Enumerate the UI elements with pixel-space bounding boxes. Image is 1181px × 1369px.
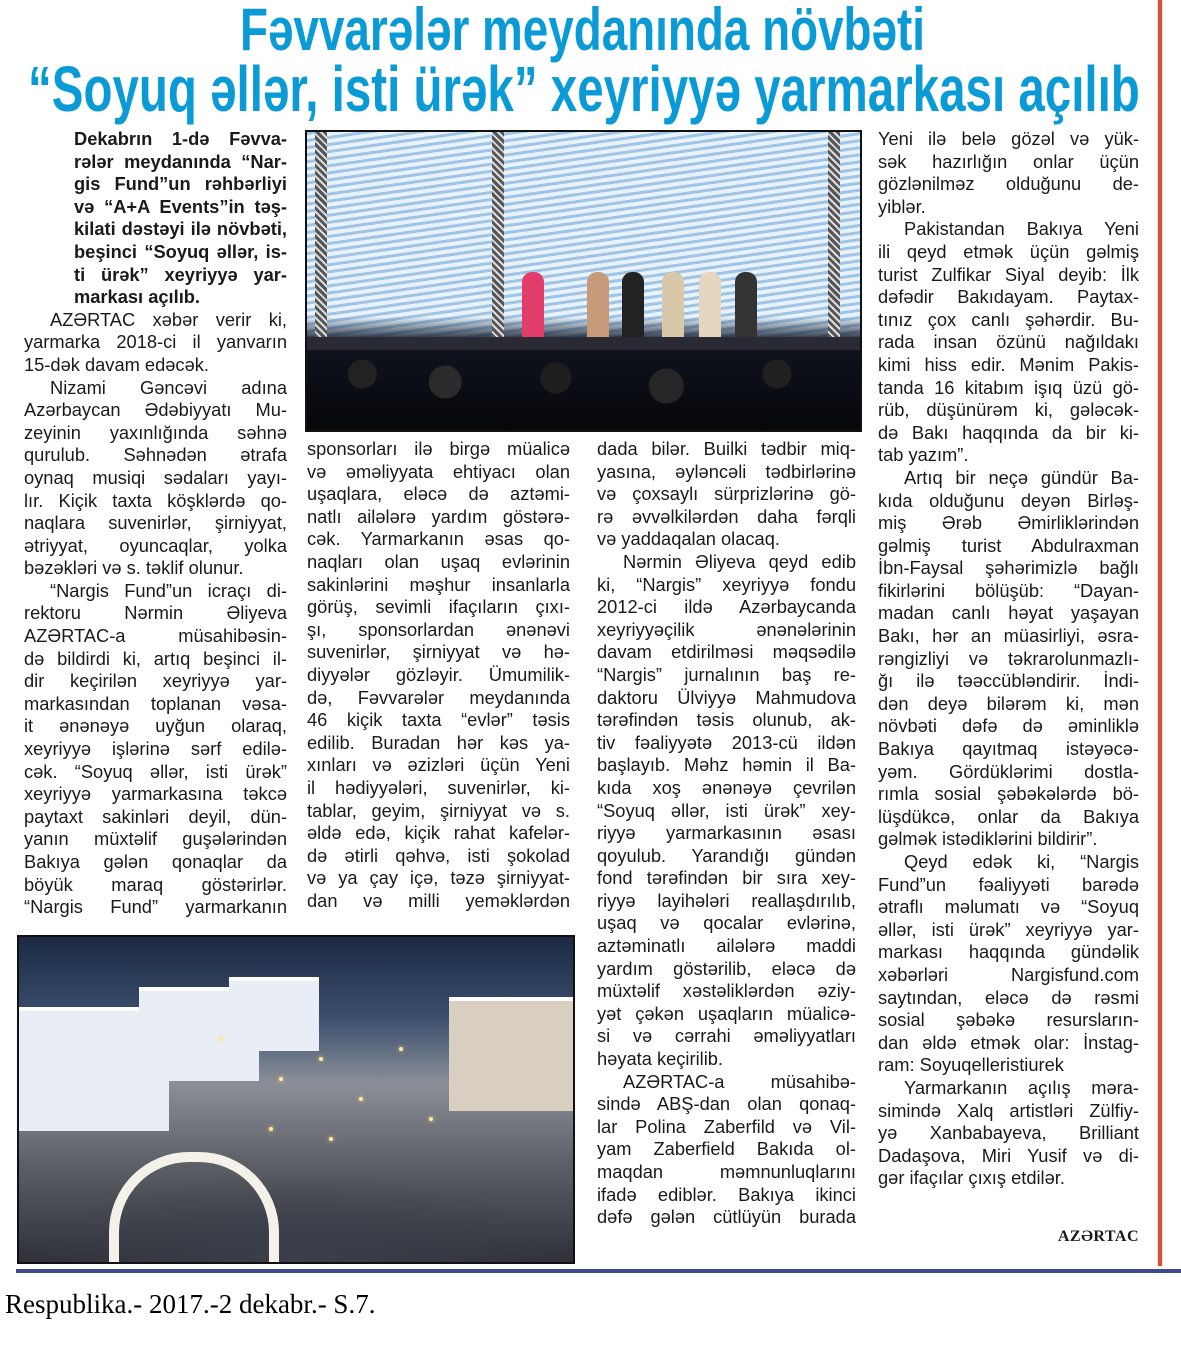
performer [622,272,644,340]
text-line: görüş, sevimli ifaçıların çıxı- [307,596,570,618]
paragraph [597,551,856,1071]
text-line: rımla sosial şəbəkələrdə bö- [878,783,1139,805]
text-line: ğı ilə təəccübləndirir. İndi- [878,670,1139,692]
christmas-market-photo [17,935,575,1264]
text-line: maqdan məmnunluqlarını [597,1161,856,1182]
text-line: AZƏRTAC-a müsahibə- [623,1070,856,1092]
source-citation: Respublika.- 2017.-2 dekabr.- S.7. [5,1289,376,1319]
text-line: sində ABŞ-dan olan qonaq- [597,1093,856,1115]
text-line: dada bilər. Builki tədbir miq- [597,438,856,459]
text-line: tab yazım”. [878,444,969,466]
text-line: “Soyuq əllər, isti ürək” xey- [597,799,856,821]
text-line: il hədiyyələri, suvenirlər, ki- [307,776,570,798]
paragraph [878,851,1139,1077]
text-line: xeyriyyə yarmarkasına təkcə [24,783,287,805]
text-line: madan canlı həyat yaşayan [878,602,1139,624]
text-line: növbəti dəfə də əminliklə [878,715,1139,737]
text-line: başlayıb. Məhz həmin il Ba- [597,754,856,776]
kiosk [229,977,319,1051]
text-line: markası haqqında gündəlik [878,941,1139,963]
text-line: də ətirli qəhvə, isti şokolad [307,844,570,866]
headline-line-2: “Soyuq əllər, isti ürək” xeyriyyə yarmarkası açılıb [28,53,1140,125]
text-line: kıda olduğunu deyən Birləş- [878,489,1139,511]
performer [587,272,609,340]
text-line: lar Polina Zaberfild və Vil- [597,1115,856,1137]
performer [522,272,544,340]
text-line: naqlara suvenirlər, şirniyyat, [24,512,287,534]
text-line: ifadə ediblər. Bakıya ikinci [597,1183,856,1205]
text-line: rektoru Nərmin Əliyeva [24,602,287,624]
text-line: əldə edə, kiçik rahat kafelər- [307,822,570,844]
text-line: si və cərrahi əməliyyatları [597,1025,856,1047]
text-line: “Nargis Fund” yarmarkanın [24,896,287,918]
text-line: yə Xanbabayeva, Brilliant [878,1122,1139,1144]
text-line: sosial şəbəkə resursların- [878,1009,1139,1031]
text-line: Azərbaycan Ədəbiyyatı Mu- [24,399,287,421]
text-line: 46 kiçik taxta “evlər” təsis [307,709,570,731]
text-line: riyyə layihələri reallaşdırılıb, [597,889,856,911]
text-line: beşinci “Soyuq əllər, is- [74,240,287,262]
text-line: Yarmarkanın açılış məra- [904,1076,1139,1098]
text-line: xeyriyyə işlərinə sərf edilə- [24,738,287,760]
text-line: tanda 16 kitabım işıq üzü gö- [878,376,1139,398]
text-line: əllər, isti ürək” xeyriyyə yar- [878,918,1139,940]
text-line: dəfə gələn cütlüyün burada [597,1206,856,1228]
text-line: şı, sponsorlardan ənənəvi [307,618,570,640]
text-line: oynaq musiqi sədaları yayı- [24,466,287,488]
text-line: yəm. Gördüklərimi dostla- [878,760,1139,782]
text-line: gözlənilməz olduğunu de- [878,173,1139,195]
text-line: də, Fəvvarələr meydanında [307,686,570,708]
text-line: və ya çay içə, təzə şirniyyat- [307,867,570,889]
text-line: rələr meydanında “Nar- [74,150,287,172]
text-line: natlı ailələrə yardım göstərə- [307,505,570,527]
text-line: markası açılıb. [74,286,201,308]
text-line: saytından, eləcə də rəsmi [878,986,1139,1008]
text-line: yanın müxtəlif guşələrindən [24,828,287,850]
text-line: uşaq və qocalar evlərinə, [597,912,856,934]
performer [735,272,757,340]
article-column-4 [878,128,1139,1190]
text-line: lüşdükcə, onlar da Bakıya [878,805,1139,827]
text-line: fond tərəfindən bir sıra xey- [597,867,856,889]
bottom-rule [16,1269,1181,1273]
text-line: yam Zaberfield Bakıda ol- [597,1138,856,1160]
text-line: cək. “Soyuq əllər, isti ürək” [24,760,287,782]
text-line: AZƏRTAC-a müsahibəsin- [24,625,287,647]
text-line: “Nargis” jurnalının baş re- [597,663,856,685]
text-line: fikirlərini bölüşüb: “Dayan- [878,579,1139,601]
text-line: gis Fund”un rəhbərliyi [74,173,287,195]
stage-truss [315,132,327,347]
text-line: qurulub. Səhnədən ətrafa [24,444,287,466]
text-line: paytaxt sakinləri deyil, dün- [24,805,287,827]
paragraph [24,580,287,919]
text-line: rəngizliyi və təkrarolunmazlı- [878,647,1139,669]
text-line: Yeni ilə belə gözəl və yük- [878,128,1139,149]
text-line: markasından toplanan vəsa- [24,692,287,714]
text-line: də bildirdi ki, artıq beşinci il- [24,647,287,669]
text-line: rə əvvəlkilərdən daha fərqli [597,505,856,527]
text-line: turist Zulfikar Siyal deyib: İlk [878,263,1139,285]
text-line: 2012-ci ildə Azərbaycanda [597,596,856,618]
text-line: bəzəkləri və s. təklif olunur. [24,557,244,579]
text-line: kilati dəstəyi ilə növbəti, [74,218,287,240]
text-line: ili qeyd etmək üçün gəlmiş [878,240,1139,262]
article-column-1 [24,128,287,919]
text-line: Nərmin Əliyeva qeyd edib [623,550,856,572]
text-line: lır. Kiçik taxta köşklərdə qo- [24,489,287,511]
paragraph [878,1077,1139,1190]
text-line: dir keçirilən xeyriyyə yar- [24,670,287,692]
headline-line-1: Fəvvarələr meydanında növbəti [240,0,926,63]
text-line: və yaddaqalan olacaq. [597,528,780,550]
text-line: tablar, geyim, şirniyyat və s. [307,799,570,821]
text-line: böyük maraq göstərirlər. [24,873,287,895]
decorative-arch [109,1152,279,1264]
article-signature: AZƏRTAC [1057,1228,1139,1245]
text-line: riyyə yarmarkasının əsası [597,822,856,844]
text-line: 15-dək davam edəcək. [24,353,209,375]
paragraph [307,438,570,912]
text-line: müxtəlif xəstəliklərdən əziy- [597,980,856,1002]
text-line: “Nargis Fund”un icraçı di- [50,579,287,601]
text-line: diyyələr gözləyir. Ümumilik- [307,663,570,685]
text-line: sponsorları ilə birgə müalicə [307,438,570,459]
text-line: Dadaşova, Miri Yusif və di- [878,1144,1139,1166]
text-line: zeyinin yaxınlığında səhnə [24,421,287,443]
text-line: Fund”un fəaliyyəti barədə [878,873,1139,895]
text-line: cək. Yarmarkanın əsas qo- [307,528,570,550]
stage-truss [828,132,840,347]
text-line: yət çəkən uşaqların müalicə- [597,1002,856,1024]
text-line: Bakıya gələn qonaqlar da [24,851,287,872]
page-margin-rule [1158,0,1162,1266]
text-line: ətriyyat, oyuncaqlar, yolka [24,534,287,556]
text-line: simində Xalq artistləri Zülfiy- [878,1099,1139,1121]
paragraph [878,218,1139,467]
text-line: dən deyə bilərəm ki, mən [878,692,1139,714]
text-line: ətraflı məlumatı və “Soyuq [878,896,1139,918]
article-column-2 [307,438,570,912]
text-line: ram: Soyuqelleristiurek [878,1054,1064,1076]
text-line: rüb, düşünürəm ki, gələcək- [878,399,1139,421]
text-line: naqları olan uşaq evlərinin [307,550,570,572]
text-line: aztəminatlı ailələrə maddi [597,935,856,957]
text-line: sək hazırlığın onlar üçün [878,150,1139,172]
text-line: kimi hiss edir. Mənim Pakis- [878,353,1139,375]
text-line: qoyulub. Yarandığı gündən [597,844,856,866]
text-line: Bakıya qayıtmaq istəyəcə- [878,738,1139,760]
text-line: dəfədir Bakıdayam. Paytax- [878,286,1139,308]
performer [662,272,684,340]
text-line: xəbərləri Nargisfund.com [878,963,1139,985]
text-line: yiblər. [878,195,926,217]
text-line: dan əldə etmək olar: İnstag- [878,1031,1139,1053]
text-line: yarmarka 2018-ci il yanvarın [24,331,287,353]
text-line: Artıq bir neçə gündür Ba- [904,466,1139,488]
audience [307,350,860,430]
performer [699,272,721,340]
text-line: miş Ərəb Əmirliklərindən [878,512,1139,534]
text-line: İbn-Faysal şəhərimizlə bağlı [878,557,1139,579]
kiosk [449,997,573,1111]
text-line: tınız çox canlı şəhərdir. Bu- [878,308,1139,330]
text-line: və əməliyyata ehtiyacı olan [307,460,570,482]
paragraph [24,309,287,377]
text-line: kıda xoş ənənəyə çevrilən [597,776,856,798]
text-line: həyata keçirilib. [597,1048,723,1070]
text-line: edilib. Buradan hər kəs ya- [307,731,570,753]
paragraph [878,467,1139,851]
text-line: xeyriyyəçilik ənənələrinin [597,618,856,640]
text-line: sakinlərini məşhur insanlarla [307,573,570,595]
paragraph [878,128,1139,218]
text-line: gər ifaçılar çıxış etdilər. [878,1167,1065,1189]
text-line: rada insan özünü nağıldakı [878,331,1139,353]
paragraph [597,438,856,551]
text-line: dan və milli yeməklərdən [307,889,570,911]
text-line: Pakistandan Bakıya Yeni [904,218,1139,240]
text-line: yasına, əyləncəli tədbirlərinə [597,460,856,482]
text-line: və “A+A Events”in təş- [74,195,287,217]
text-line: davam etdirilməsi məqsədilə [597,641,856,663]
text-line: Qeyd edək ki, “Nargis [904,851,1139,872]
text-line: uşaqlara, eləcə də aztəmi- [307,483,570,505]
text-line: tiv fəaliyyətə 2013-cü ildən [597,731,856,753]
text-line: və çoxsaylı sürprizlərinə gö- [597,483,856,505]
paragraph [24,377,287,580]
text-line: yardım göstərilib, eləcə də [597,957,856,979]
text-line: suvenirlər, şirniyyat və hə- [307,641,570,663]
text-line: gəlmiş turist Abdulraxman [878,534,1139,556]
paragraph [597,1071,856,1229]
text-line: AZƏRTAC xəbər verir ki, [50,308,287,330]
text-line: Dekabrın 1-də Fəvva- [74,128,287,149]
text-line: Bakı, hər an müasirliyi, əsra- [878,625,1139,647]
text-line: it ənənəyə uyğun olaraq, [24,715,287,737]
text-line: ti ürək” xeyriyyə yar- [74,263,287,285]
article-column-3 [597,438,856,1229]
text-line: ki, “Nargis” xeyriyyə fondu [597,573,856,595]
concert-stage-photo [305,130,862,432]
text-line: də Bakı haqqında da bir ki- [878,421,1139,443]
paragraph [24,128,287,309]
text-line: gəlmək istədiklərini bildirir”. [878,828,1098,850]
text-line: tərəfindən təsis olunub, ak- [597,709,856,731]
stage-truss [492,132,504,347]
text-line: xınları və əzizləri üçün Yeni [307,754,570,776]
text-line: Nizami Gəncəvi adına [50,376,287,398]
text-line: daktoru Ülviyyə Mahmudova [597,686,856,708]
